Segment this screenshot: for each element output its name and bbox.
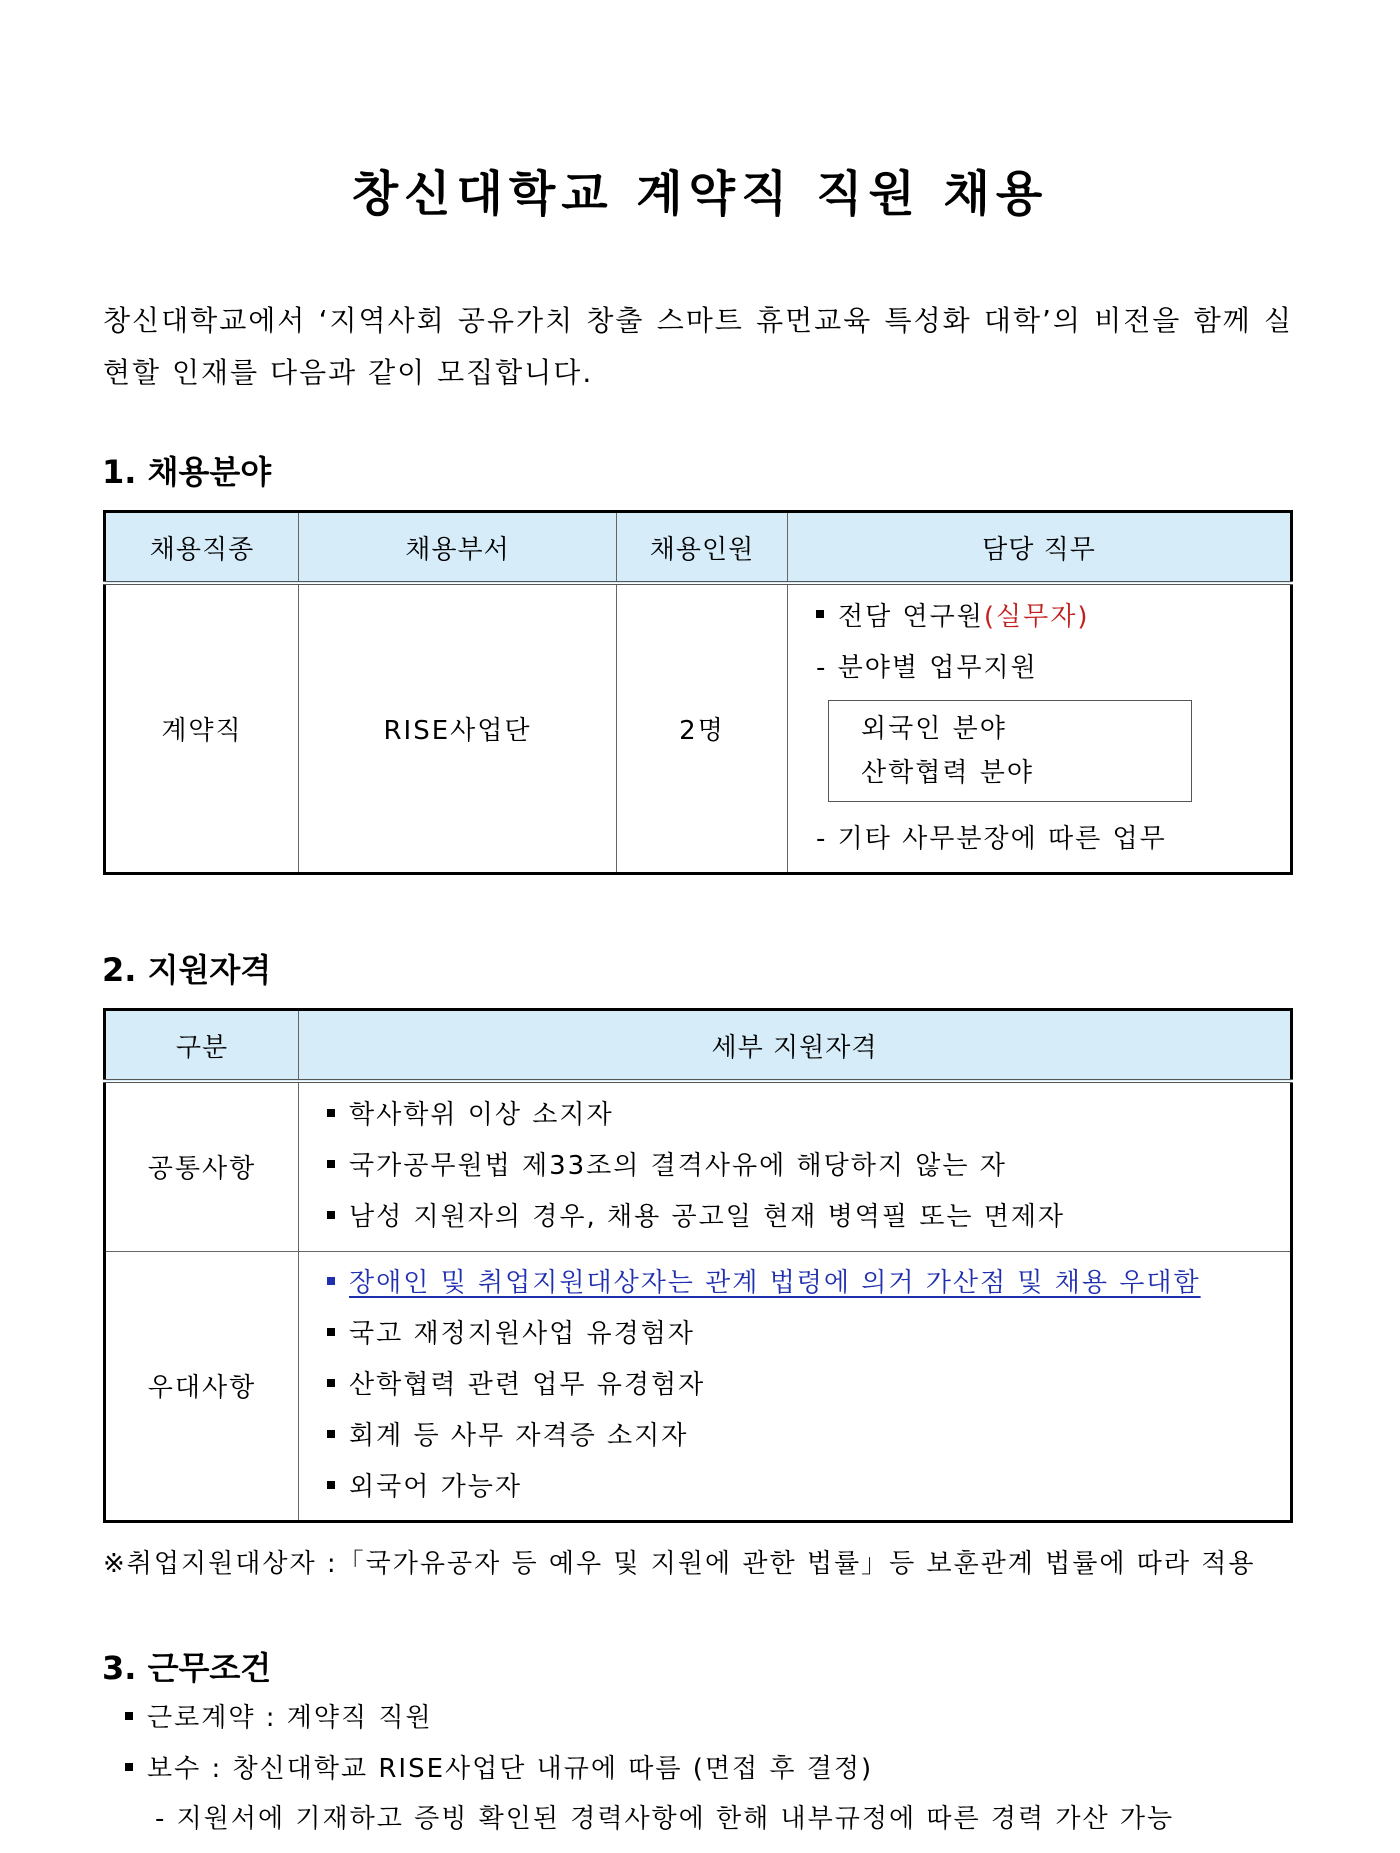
square-bullet-icon — [816, 610, 824, 618]
veterans-note: ※취업지원대상자 :「국가유공자 등 예우 및 지원에 관한 법률」등 보훈관계 법률에 따라 적용 — [103, 1549, 1256, 1579]
cell-preference-items — [299, 1251, 1292, 1521]
square-bullet-icon — [327, 1379, 335, 1387]
section-2-heading: 2. 지원자격 — [102, 951, 272, 989]
square-bullet-icon — [327, 1160, 335, 1168]
duty-fields-box — [828, 700, 1192, 802]
duty-sub-1: - 분야별 업무지원 — [816, 652, 1038, 683]
intro-paragraph: 창신대학교에서 ‘지역사회 공유가치 창출 스마트 휴먼교육 특성화 대학’의 비전을 함께 실현할 인재를 다음과 같이 모집합니다. — [103, 304, 1293, 389]
header-headcount: 채용인원 — [617, 512, 788, 584]
list-item: 산학협력 관련 업무 유경험자 — [327, 1360, 1290, 1411]
cell-common-items — [299, 1081, 1292, 1251]
table-header-row — [105, 1010, 1292, 1082]
square-bullet-icon — [327, 1211, 335, 1219]
header-department: 채용부서 — [299, 512, 617, 584]
square-bullet-icon — [125, 1712, 133, 1720]
table-row — [105, 1081, 1292, 1251]
duty-main-line — [816, 592, 1290, 643]
square-bullet-icon — [327, 1109, 335, 1117]
duty-field-item: 산학협력 분야 — [861, 757, 1034, 788]
duty-main: 전담 연구원 — [838, 601, 984, 632]
square-bullet-icon — [327, 1328, 335, 1336]
duty-main-note: (실무자) — [983, 601, 1090, 632]
header-qualification: 세부 지원자격 — [299, 1010, 1292, 1082]
page-title: 창신대학교 계약직 직원 채용 — [351, 166, 1049, 222]
cell-preference-label: 우대사항 — [105, 1251, 299, 1521]
list-item: 외국어 가능자 — [327, 1462, 1290, 1513]
section-3-heading: 3. 근무조건 — [102, 1649, 272, 1687]
table-header-row — [105, 512, 1292, 584]
cell-duty — [788, 583, 1292, 873]
duty-field-item: 외국인 분야 — [861, 713, 1007, 744]
header-category: 구분 — [105, 1010, 299, 1082]
square-bullet-icon — [327, 1277, 335, 1285]
cell-common-label: 공통사항 — [105, 1081, 299, 1251]
preference-link[interactable]: 장애인 및 취업지원대상자는 관계 법령에 의거 가산점 및 채용 우대함 — [327, 1258, 1290, 1309]
condition-sub-item: - 지원서에 기재하고 증빙 확인된 경력사항에 한해 내부규정에 따른 경력 가산 가능 — [155, 1804, 1175, 1834]
condition-item: 보수 : 창신대학교 RISE사업단 내규에 따름 (면접 후 결정) — [125, 1748, 873, 1785]
cell-headcount: 2명 — [617, 583, 788, 873]
list-item: 국고 재정지원사업 유경험자 — [327, 1309, 1290, 1360]
list-item: 국가공무원법 제33조의 결격사유에 해당하지 않는 자 — [327, 1141, 1290, 1192]
cell-department: RISE사업단 — [299, 583, 617, 873]
header-duty: 담당 직무 — [788, 512, 1292, 584]
square-bullet-icon — [327, 1481, 335, 1489]
duty-sub-2: - 기타 사무분장에 따른 업무 — [816, 823, 1167, 854]
table-row — [105, 1251, 1292, 1521]
qualification-table — [103, 1008, 1293, 1523]
cell-job-type: 계약직 — [105, 583, 299, 873]
list-item: 학사학위 이상 소지자 — [327, 1090, 1290, 1141]
list-item: 남성 지원자의 경우, 채용 공고일 현재 병역필 또는 면제자 — [327, 1192, 1290, 1243]
condition-item: 근로계약 : 계약직 직원 — [125, 1697, 433, 1734]
header-job-type: 채용직종 — [105, 512, 299, 584]
table-row — [105, 583, 1292, 873]
square-bullet-icon — [327, 1430, 335, 1438]
section-1-heading: 1. 채용분야 — [102, 453, 272, 491]
square-bullet-icon — [125, 1763, 133, 1771]
recruitment-field-table — [103, 510, 1293, 875]
list-item: 회계 등 사무 자격증 소지자 — [327, 1411, 1290, 1462]
